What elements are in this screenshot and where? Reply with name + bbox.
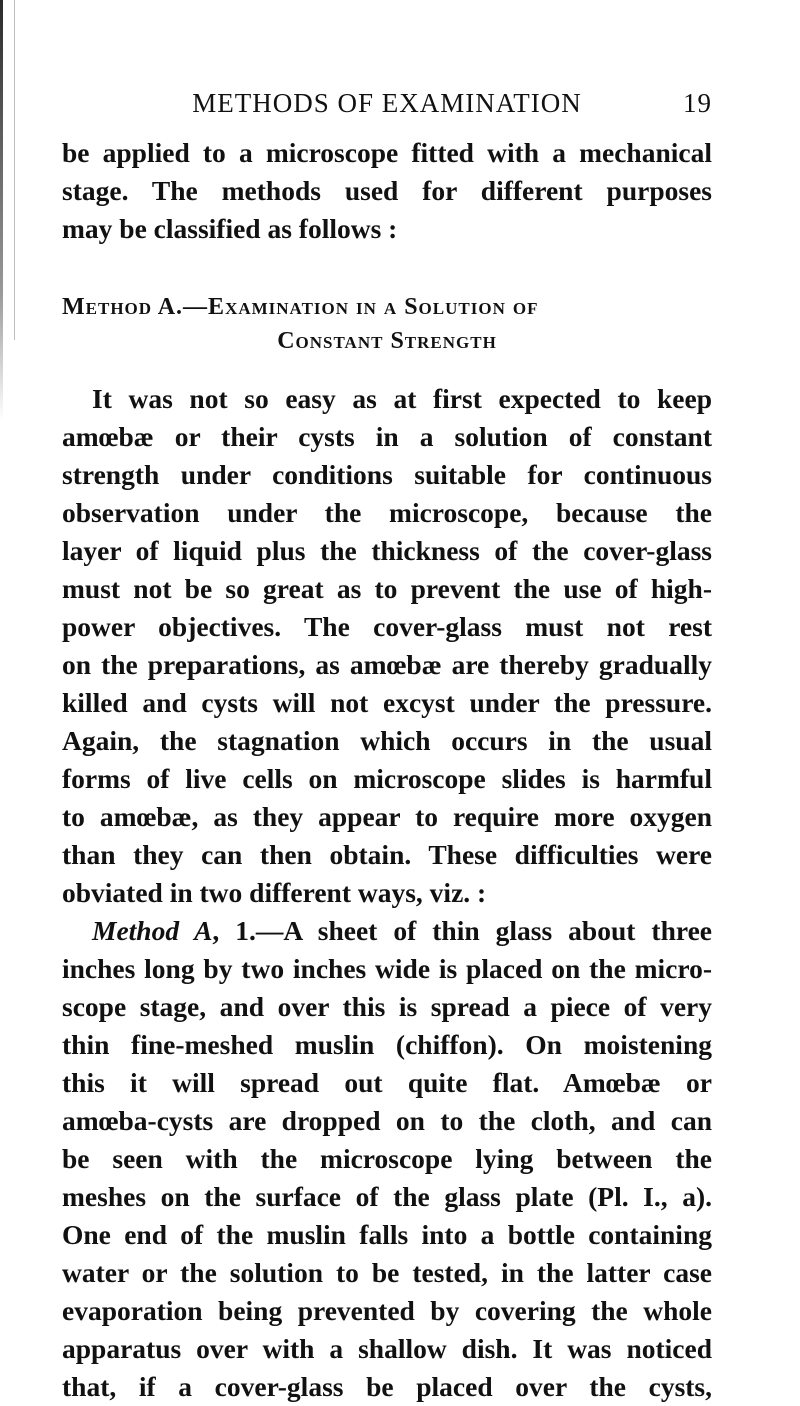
method-a1-line: this it will spread out quite flat. Amœbæ or	[62, 1067, 712, 1098]
method-a1-line: thin fine-meshed muslin (chiffon). On moistening	[62, 1029, 712, 1060]
intro-line: stage. The methods used for different purposes	[62, 175, 712, 206]
book-page	[62, 88, 712, 1406]
intro-paragraph	[62, 134, 712, 248]
page-binding-edge	[0, 0, 3, 420]
paragraph-line: Again, the stagnation which occurs in the usual	[62, 725, 712, 756]
method-a1-first-line	[62, 912, 712, 950]
method-a1-line: be seen with the microscope lying between the	[62, 1143, 712, 1174]
paragraph-line: power objectives. The cover-glass must not rest	[62, 611, 712, 642]
paragraph-line: layer of liquid plus the thickness of the cover-glass	[62, 535, 712, 566]
intro-line: be applied to a microscope fitted with a mechanical	[62, 137, 712, 168]
paragraph-line: to amœbæ, as they appear to require more oxygen	[62, 801, 712, 832]
method-a1-line: apparatus over with a shallow dish. It was noticed	[62, 1333, 712, 1364]
method-a1-line: One end of the muslin falls into a bottle containing	[62, 1219, 712, 1250]
running-head	[62, 88, 712, 124]
method-a1-line: water or the solution to be tested, in the latter case	[62, 1257, 712, 1288]
method-a1-label: Method A	[92, 915, 213, 946]
paragraph-line: amœbæ or their cysts in a solution of constant	[62, 421, 712, 452]
method-a1-line: evaporation being prevented by covering the whole	[62, 1295, 712, 1326]
paragraph-line: It was not so easy as at first expected to keep	[92, 383, 712, 414]
method-a1-line: scope stage, and over this is spread a piece of very	[62, 991, 712, 1022]
page-number: 19	[683, 88, 712, 118]
method-a1-line: that, if a cover-glass be placed over the cysts,	[62, 1371, 712, 1402]
paragraph-line: observation under the microscope, because the	[62, 497, 712, 528]
section-heading	[62, 290, 712, 358]
paragraph-line: killed and cysts will not excyst under the pressure.	[62, 687, 712, 718]
paragraph-line: than they can then obtain. These difficulties were	[62, 839, 712, 870]
method-a1-label-suffix: , 1.	[212, 915, 256, 946]
paragraph-line: must not be so great as to prevent the use of high-	[62, 573, 712, 604]
section-heading-line-1: Method A.—Examination in a Solution of	[62, 294, 539, 320]
method-a1-line: amœba-cysts are dropped on to the cloth, and can	[62, 1105, 712, 1136]
paragraph-line: on the preparations, as amœbæ are thereby gradually	[62, 649, 712, 680]
running-head-title: METHODS OF EXAMINATION	[192, 88, 582, 118]
main-paragraph	[62, 380, 712, 1406]
paragraph-line: obviated in two different ways, viz. :	[62, 877, 487, 908]
section-heading-line-2: Constant Strength	[277, 328, 497, 354]
method-a1-first-line-text: —A sheet of thin glass about three	[255, 915, 712, 946]
intro-line: may be classified as follows :	[62, 213, 398, 244]
page-binding-edge-shadow	[14, 0, 15, 340]
paragraph-line: strength under conditions suitable for continuous	[62, 459, 712, 490]
method-a1-line: inches long by two inches wide is placed on the micro-	[62, 953, 712, 984]
method-a1-line: meshes on the surface of the glass plate (Pl. I., a).	[62, 1181, 712, 1212]
paragraph-line: forms of live cells on microscope slides is harmful	[62, 763, 712, 794]
